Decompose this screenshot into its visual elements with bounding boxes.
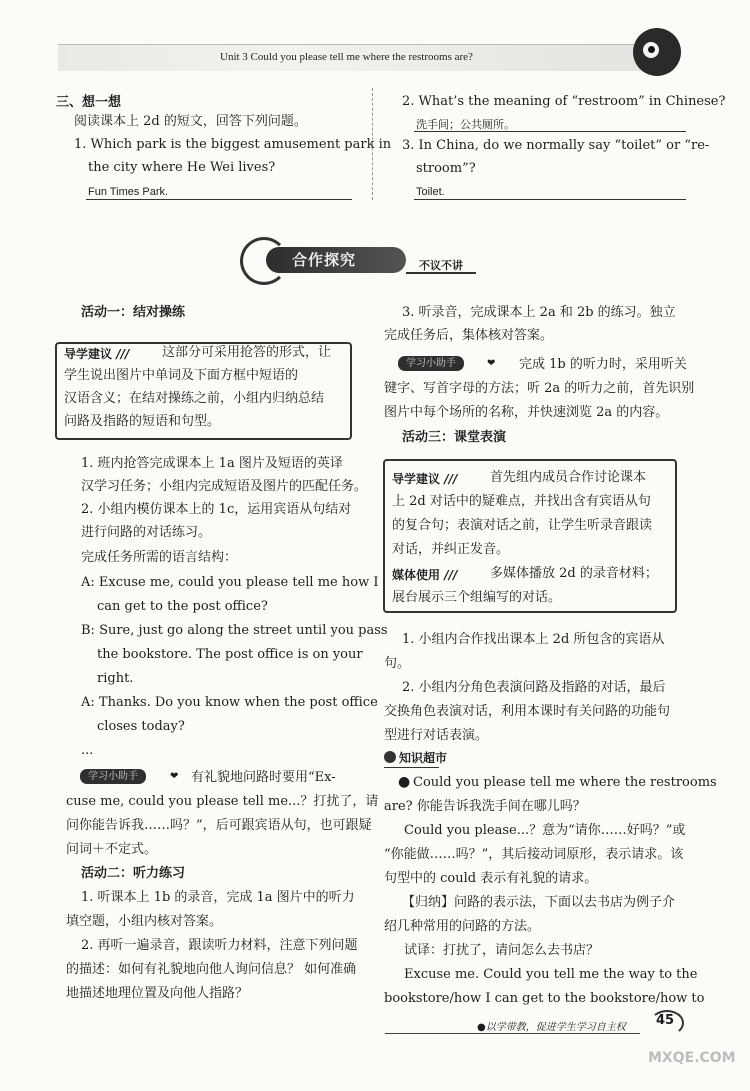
knowledge-tag: 知识超市 [399, 751, 448, 765]
activity2-line: 填空题，小组内核对答案。 [66, 914, 223, 929]
q1-line1: 1. Which park is the biggest amusement park in [74, 137, 392, 152]
dialog-line: A: Thanks. Do you know when the post office [81, 695, 378, 710]
dialog-line: B: Sure, just go along the street until you pass [81, 623, 388, 638]
activity2-p3-line1: 3. 听录音，完成课本上 2a 和 2b 的练习。独立 [402, 305, 676, 320]
slash-icon: /// [116, 347, 130, 361]
dialog-ellipsis: ... [81, 743, 94, 758]
activity3-p2-line: 2. 小组内分角色表演问路及指路的对话，最后 [402, 680, 666, 695]
activity2-helper-line: 完成 1b 的听力时，采用听关 [519, 357, 687, 372]
activity3-tip-line: 首先组内成员合作讨论课本 [490, 470, 647, 485]
activity3-p2-line: 型进行对话表演。 [384, 728, 489, 743]
knowledge-line: 句型中的 could 表示有礼貌的请求。 [384, 871, 598, 886]
activity3-p1-line1: 1. 小组内合作找出课本上 2d 所包含的宾语从 [402, 632, 665, 647]
activity1-p2-line1: 2. 小组内模仿课本上的 1c，运用宾语从句结对 [81, 502, 352, 517]
tip-tag-label: 导学建议 [64, 347, 113, 361]
knowledge-line: are? 你能告诉我洗手间在哪儿吗？ [384, 799, 586, 814]
mascot-pupil-icon [648, 46, 655, 53]
knowledge-line: Excuse me. Could you tell me the way to the [404, 967, 698, 982]
activity1-helper-line: 问词＋不定式。 [66, 842, 158, 857]
bullet-icon: ● [398, 774, 411, 790]
activity1-helper-line: cuse me, could you please tell me...？打扰了，请 [66, 794, 379, 809]
activity1-helper-line: 有礼貌地问路时要用“Ex- [191, 770, 336, 785]
media-tag-label: 媒体使用 [392, 568, 441, 582]
part3-instruction: 阅读课本上 2d 的短文，回答下列问题。 [74, 114, 307, 129]
activity2-heading: 活动二：听力练习 [81, 866, 186, 881]
corner-watermark: MXQE.COM [648, 1050, 736, 1066]
dialog-line: closes today? [97, 719, 185, 734]
activity2-helper-tag [398, 356, 464, 371]
slash-icon: /// [444, 568, 458, 582]
dialog-line: A: Excuse me, could you please tell me how I [81, 575, 379, 590]
knowledge-line: 试译：打扰了，请问怎么去书店？ [404, 943, 600, 958]
activity2-line: 的描述：如何有礼貌地向他人询问信息？ 如何准确 [66, 962, 357, 977]
dialog-line: the bookstore. The post office is on your [97, 647, 363, 662]
activity1-heading: 活动一：结对操练 [81, 305, 186, 320]
knowledge-line: Could you please...？意为“请你……好吗？”或 [404, 823, 686, 838]
knowledge-line: bookstore/how I can get to the bookstore/how to [384, 991, 705, 1006]
activity1-p1-line1: 1. 班内抢答完成课本上 1a 图片及短语的英译 [81, 456, 343, 471]
activity3-p1-line2: 句。 [384, 656, 411, 671]
activity1-tip-line: 汉语含义；在结对操练之前，小组内归纳总结 [64, 391, 325, 406]
heart-icon: ❤ [487, 358, 496, 369]
activity2-line: 1. 听课本上 1b 的录音，完成 1a 图片中的听力 [81, 890, 355, 905]
footer-slogan: ●以学带教，促进学生学习自主权 [477, 1022, 626, 1033]
activity2-helper-line: 键字、写首字母的方法；听 2a 的听力之前，首先识别 [384, 381, 695, 396]
helper-tag-label: 学习小助手 [406, 358, 456, 369]
activity1-p2-line2: 进行问路的对话练习。 [81, 525, 212, 540]
q2: 2. What’s the meaning of “restroom” in Chinese? [402, 94, 726, 109]
activity2-line: 2. 再听一遍录音，跟读听力材料，注意下列问题 [81, 938, 358, 953]
column-divider [372, 88, 374, 200]
activity3-p2-line: 交换角色表演对话，利用本课时有关问路的功能句 [384, 704, 671, 719]
answer-2: 洗手间；公共厕所。 [416, 119, 515, 131]
heart-icon: ❤ [170, 771, 179, 782]
answer-2-line [414, 131, 686, 132]
q3-line2: stroom”? [416, 161, 476, 176]
answer-3-line [414, 199, 686, 200]
knowledge-line: “你能做……吗？”，其后接动词原形，表示请求。该 [384, 847, 684, 862]
activity1-tip-line: 学生说出图片中单词及下面方框中短语的 [64, 368, 299, 383]
slash-icon: /// [444, 472, 458, 486]
q3-line1: 3. In China, do we normally say “toilet” or “re- [402, 138, 710, 153]
mascot-icon [633, 28, 681, 76]
activity3-tip-line: 对话，并纠正发音。 [392, 542, 510, 557]
dialog-line: can get to the post office? [97, 599, 268, 614]
structure-label: 完成任务所需的语言结构： [81, 550, 238, 565]
footer-line [385, 1033, 640, 1034]
dialog-line: right. [97, 671, 134, 686]
knowledge-line: Could you please tell me where the restrooms [413, 775, 717, 790]
banner-underline [406, 272, 476, 274]
activity1-tip-tag [64, 345, 129, 362]
activity3-tip-line: 的复合句；表演对话之前，让学生听录音跟读 [392, 518, 653, 533]
knowledge-line: 【归纳】问路的表示法，下面以去书店为例子介 [402, 895, 676, 910]
activity1-helper-tag [80, 769, 146, 784]
activity1-p1-line2: 汉学习任务；小组内完成短语及图片的匹配任务。 [81, 479, 368, 494]
helper-tag-label: 学习小助手 [88, 771, 138, 782]
part3-heading: 三、想一想 [56, 95, 122, 110]
activity3-tip-line: 上 2d 对话中的疑难点，并找出含有宾语从句 [392, 494, 651, 509]
media-tag [392, 566, 457, 583]
activity3-tip-tag [392, 470, 457, 487]
media-line: 多媒体播放 2d 的录音材料； [490, 566, 658, 581]
answer-3: Toilet. [416, 186, 445, 198]
media-line: 展台展示三个组编写的对话。 [392, 590, 562, 605]
page-number: 45 [656, 1013, 675, 1028]
answer-1: Fun Times Park. [88, 186, 169, 198]
knowledge-line: 绍几种常用的问路的方法。 [384, 919, 541, 934]
tip-tag-label: 导学建议 [392, 472, 441, 486]
activity2-p3-line2: 完成任务后，集体核对答案。 [384, 328, 554, 343]
q1-line2: the city where He Wei lives? [88, 160, 276, 175]
activity1-helper-line: 问你能告诉我……吗？”，后可跟宾语从句，也可跟疑 [66, 818, 372, 833]
activity2-helper-line: 图片中每个场所的名称，并快速浏览 2a 的内容。 [384, 405, 669, 420]
activity3-heading: 活动三：课堂表演 [402, 430, 507, 445]
knowledge-underline [384, 767, 439, 768]
banner-subtitle: 不议不讲 [419, 259, 463, 272]
answer-1-line [86, 199, 352, 200]
knowledge-icon [384, 751, 396, 763]
banner-title: 合作探究 [292, 251, 357, 269]
activity1-tip-line: 这部分可采用抢答的形式，让 [162, 345, 332, 360]
unit-title: Unit 3 Could you please tell me where the restrooms are? [220, 51, 473, 63]
activity2-line: 地描述地理位置及向他人指路？ [66, 986, 249, 1001]
activity1-tip-line: 问路及指路的短语和句型。 [64, 414, 221, 429]
